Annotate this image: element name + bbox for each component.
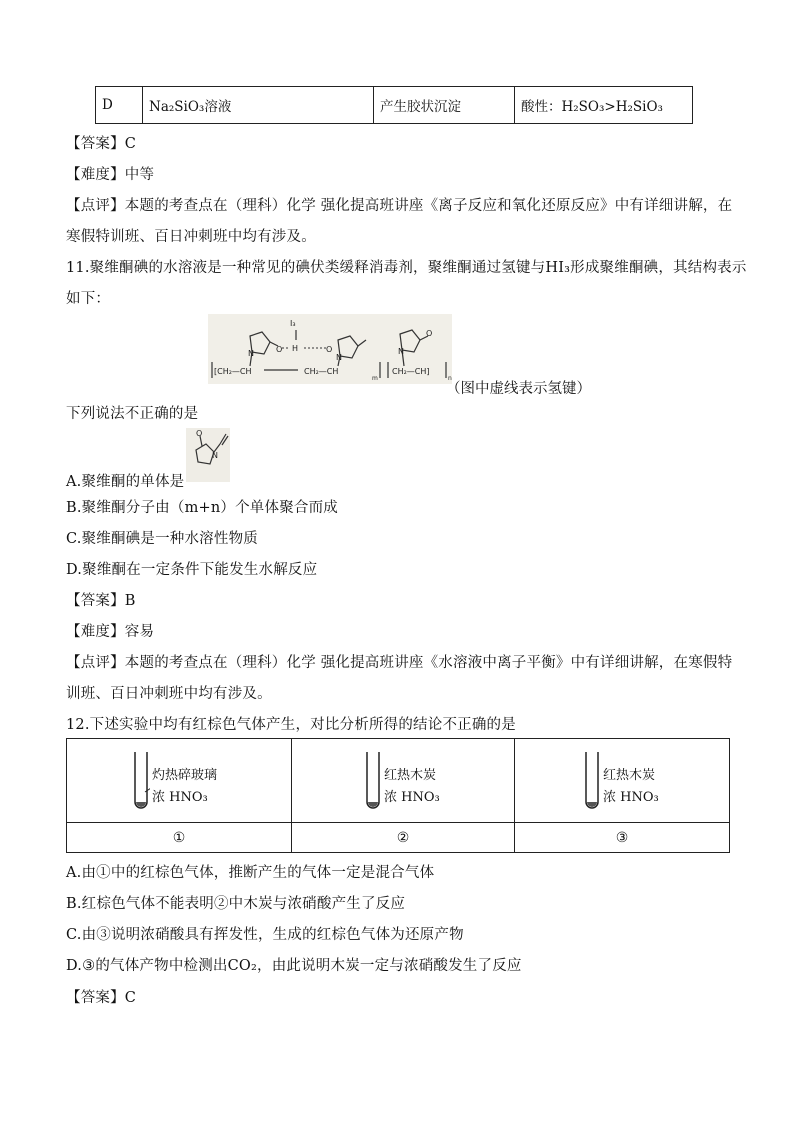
figure-caption: （图中虚线表示氢键） [446,381,591,397]
q10-answer: 【答案】C [66,136,137,152]
q11-difficulty: 【难度】容易 [66,624,155,640]
experiment-2-bottom-label: 浓 HNO₃ [384,789,440,805]
option-cell: D [96,87,143,124]
experiment-1-bottom-label: 浓 HNO₃ [152,789,208,805]
monomer-oxygen: O [196,429,203,438]
subscript-n: n [448,375,452,382]
phenomenon-cell: 产生胶状沉淀 [374,87,515,124]
nitrogen-label-2: N [336,353,342,362]
experiment-cell-1 [67,739,292,823]
oxygen-label-3: O [426,329,433,338]
oxygen-label-2: O [326,345,333,354]
q11-question: 下列说法不正确的是 [66,406,199,422]
experiment-2-top-label: 红热木炭 [384,767,437,783]
q11-stem-line-2: 如下： [66,291,111,307]
q12-option-d: D.③的气体产物中检测出CO₂，由此说明木炭一定与浓硝酸发生了反应 [66,958,522,974]
q12-answer: 【答案】C [66,990,137,1006]
q11-answer: 【答案】B [66,593,136,609]
experiment-3-top-label: 红热木炭 [603,767,656,783]
q10-difficulty: 【难度】中等 [66,167,155,183]
nitrogen-label-1: N [248,349,254,358]
q11-comment-line-1: 【点评】本题的考查点在（理科）化学 强化提高班讲座《水溶液中离子平衡》中有详细讲解，在寒假特 [66,655,733,671]
chain-segment-1: [CH₂—CH [214,367,252,376]
prev-answer-table [95,86,693,124]
test-tube-2 [364,752,382,812]
monomer-background [186,428,230,482]
reagent-cell: Na₂SiO₃溶液 [143,87,374,124]
iodide-label: I₃ [290,319,296,328]
oxygen-label-1: O [276,345,283,354]
hydrogen-label: H [292,344,299,353]
monomer-structure [186,428,230,482]
experiment-3-bottom-label: 浓 HNO₃ [603,789,659,805]
q11-stem-line-1: 11.聚维酮碘的水溶液是一种常见的碘伏类缓释消毒剂，聚维酮通过氢键与HI₃形成聚维酮碘，其结构表示 [66,260,747,276]
experiment-number-1: ① [67,823,292,853]
conclusion-cell: 酸性：H₂SO₃>H₂SiO₃ [515,87,693,124]
experiment-number-row [67,823,730,853]
q12-option-c: C.由③说明浓硝酸具有挥发性，生成的红棕色气体为还原产物 [66,927,464,943]
q11-option-b: B.聚维酮分子由（m+n）个单体聚合而成 [66,500,339,516]
q11-comment-line-2: 训班、百日冲刺班中均有涉及。 [66,686,272,702]
experiment-cell-3 [515,739,730,823]
q12-option-b: B.红棕色气体不能表明②中木炭与浓硝酸产生了反应 [66,896,406,912]
chain-segment-3: CH₂—CH] [392,367,430,376]
nitrogen-label-3: N [398,347,404,356]
experiment-cell-2 [292,739,515,823]
experiment-number-2: ② [292,823,515,853]
q11-option-a: A.聚维酮的单体是 [66,474,185,490]
q12-stem: 12.下述实验中均有红棕色气体产生，对比分析所得的结论不正确的是 [66,717,516,733]
chain-segment-2: CH₂—CH [304,367,339,376]
table-row [96,87,693,124]
experiment-number-3: ③ [515,823,730,853]
q10-comment-line-1: 【点评】本题的考查点在（理科）化学 强化提高班讲座《离子反应和氧化还原反应》中有详细讲解，在 [66,198,733,214]
test-tube-1 [132,752,150,812]
q12-option-a: A.由①中的红棕色气体，推断产生的气体一定是混合气体 [66,865,435,881]
experiment-table [66,738,730,853]
q11-option-d: D.聚维酮在一定条件下能发生水解反应 [66,562,318,578]
monomer-nitrogen: N [212,451,218,460]
experiment-figure-row [67,739,730,823]
test-tube-3 [583,752,601,812]
experiment-1-top-label: 灼热碎玻璃 [152,767,218,783]
polyvinylpyrrolidone-iodine-structure [208,314,452,384]
subscript-m: m [372,375,378,382]
q11-option-c: C.聚维酮碘是一种水溶性物质 [66,531,258,547]
q10-comment-line-2: 寒假特训班、百日冲刺班中均有涉及。 [66,229,316,245]
